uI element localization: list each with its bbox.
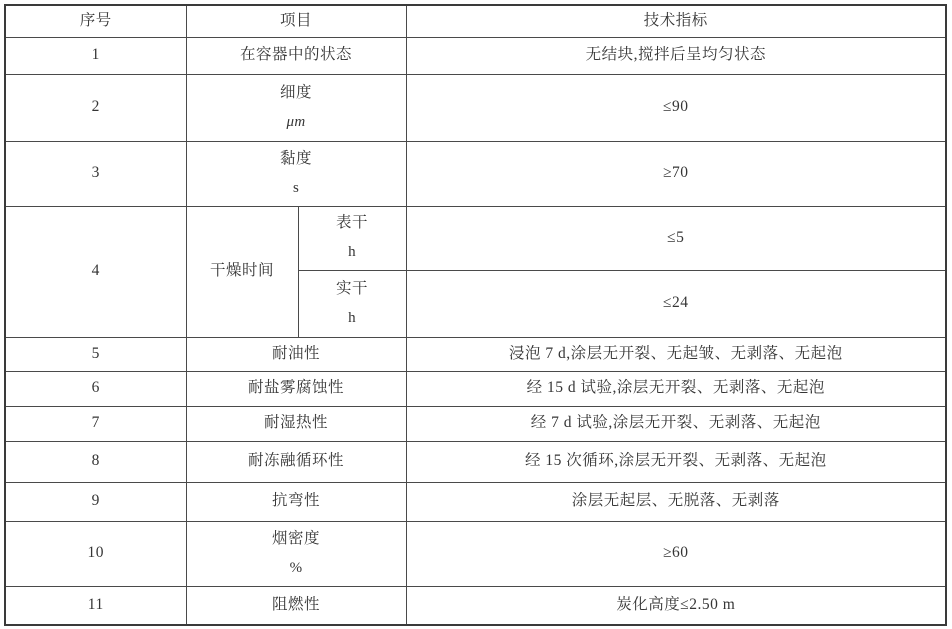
table-row bbox=[5, 206, 946, 270]
row-no: 2 bbox=[5, 74, 186, 141]
sub-item-name: 实干 bbox=[336, 279, 369, 297]
item-cell bbox=[186, 521, 406, 586]
row-no: 6 bbox=[5, 371, 186, 406]
item-name: 烟密度 bbox=[272, 529, 321, 547]
sub-item-unit: h bbox=[348, 244, 356, 261]
spec-cell: 经 7 d 试验,涂层无开裂、无剥落、无起泡 bbox=[406, 406, 946, 441]
item-cell: 耐冻融循环性 bbox=[186, 441, 406, 482]
item-cell: 耐油性 bbox=[186, 337, 406, 371]
row-no: 9 bbox=[5, 482, 186, 521]
row-no: 10 bbox=[5, 521, 186, 586]
header-row bbox=[5, 5, 946, 37]
row-no: 8 bbox=[5, 441, 186, 482]
spec-cell: 炭化高度≤2.50 m bbox=[406, 586, 946, 625]
sub-item-unit: h bbox=[348, 309, 356, 326]
item-name: 细度 bbox=[280, 83, 313, 101]
spec-cell: ≥60 bbox=[406, 521, 946, 586]
item-group-cell: 干燥时间 bbox=[186, 206, 298, 337]
table-row bbox=[5, 371, 946, 406]
table-row bbox=[5, 337, 946, 371]
spec-cell: 涂层无起层、无脱落、无剥落 bbox=[406, 482, 946, 521]
spec-cell: 经 15 次循环,涂层无开裂、无剥落、无起泡 bbox=[406, 441, 946, 482]
header-no: 序号 bbox=[5, 5, 186, 37]
sub-item-cell bbox=[298, 270, 406, 337]
table-row bbox=[5, 74, 946, 141]
item-cell: 耐湿热性 bbox=[186, 406, 406, 441]
row-no: 7 bbox=[5, 406, 186, 441]
table-row bbox=[5, 521, 946, 586]
item-cell: 耐盐雾腐蚀性 bbox=[186, 371, 406, 406]
row-no: 4 bbox=[5, 206, 186, 337]
spec-cell: 经 15 d 试验,涂层无开裂、无剥落、无起泡 bbox=[406, 371, 946, 406]
spec-cell: 浸泡 7 d,涂层无开裂、无起皱、无剥落、无起泡 bbox=[406, 337, 946, 371]
header-spec: 技术指标 bbox=[406, 5, 946, 37]
spec-cell: ≤24 bbox=[406, 270, 946, 337]
item-cell: 在容器中的状态 bbox=[186, 37, 406, 74]
item-name: 黏度 bbox=[280, 149, 313, 167]
row-no: 1 bbox=[5, 37, 186, 74]
table-row bbox=[5, 482, 946, 521]
table-row bbox=[5, 586, 946, 625]
table-row bbox=[5, 141, 946, 206]
table-row bbox=[5, 37, 946, 74]
sub-item-name: 表干 bbox=[336, 214, 369, 232]
spec-cell: ≥70 bbox=[406, 141, 946, 206]
table-row bbox=[5, 441, 946, 482]
row-no: 3 bbox=[5, 141, 186, 206]
spec-cell: ≤5 bbox=[406, 206, 946, 270]
item-unit: μm bbox=[286, 113, 306, 130]
item-unit: s bbox=[292, 179, 300, 196]
item-cell bbox=[186, 141, 406, 206]
item-unit: % bbox=[289, 559, 303, 576]
spec-cell: ≤90 bbox=[406, 74, 946, 141]
sub-item-cell bbox=[298, 206, 406, 270]
header-item: 项目 bbox=[186, 5, 406, 37]
item-cell: 抗弯性 bbox=[186, 482, 406, 521]
item-cell bbox=[186, 74, 406, 141]
spec-cell: 无结块,搅拌后呈均匀状态 bbox=[406, 37, 946, 74]
row-no: 5 bbox=[5, 337, 186, 371]
row-no: 11 bbox=[5, 586, 186, 625]
table-row bbox=[5, 406, 946, 441]
technical-spec-table bbox=[4, 4, 947, 626]
item-cell: 阻燃性 bbox=[186, 586, 406, 625]
